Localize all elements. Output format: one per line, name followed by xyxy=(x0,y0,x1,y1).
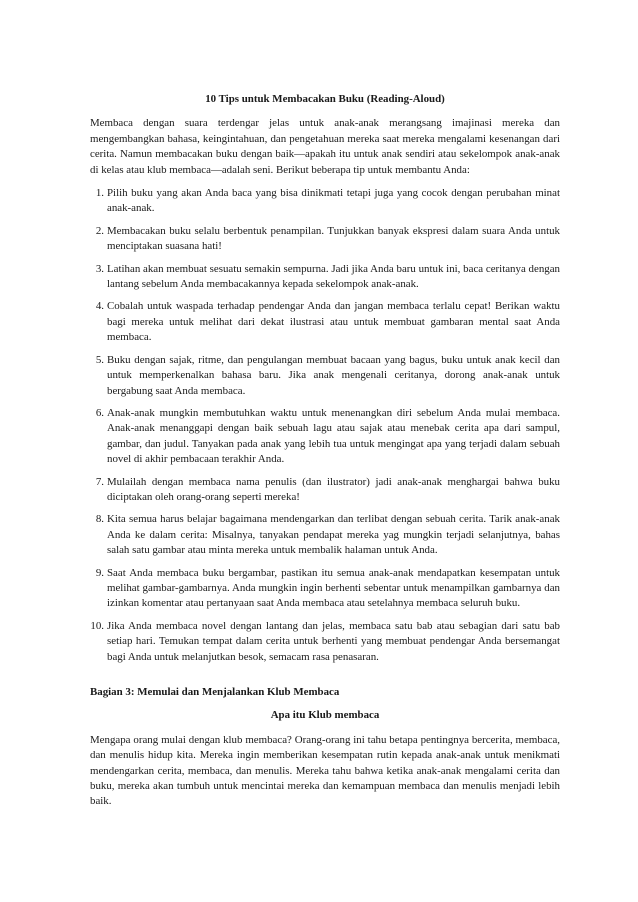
list-item-number: 7. xyxy=(95,475,104,488)
list-item-number: 2. xyxy=(95,224,104,237)
document-title: 10 Tips untuk Membacakan Buku (Reading-Aloud) xyxy=(205,93,445,105)
list-item-text: Saat Anda membaca buku bergambar, pastikan itu semua anak-anak mendapatkan kesempatan untuk melihat gambar-gambarnya. Anda mungkin ingin berhenti sebentar untuk menampilkan gambarnya dan izinkan komentar atau pertanyaan saat Anda membaca atau setelahnya membaca seluruh buku. xyxy=(107,566,560,610)
list-item xyxy=(90,619,560,665)
list-item xyxy=(90,406,560,468)
list-item-text: Buku dengan sajak, ritme, dan pengulangan membuat bacaan yang bagus, buku untuk anak kecil dan untuk memperkenalkan bahasa baru. Jika anak mengenali ceritanya, dorong anak-anak untuk bergabung saat Anda membaca. xyxy=(107,353,560,397)
section-heading: Bagian 3: Memulai dan Menjalankan Klub Membaca xyxy=(90,686,340,698)
list-item-text: Pilih buku yang akan Anda baca yang bisa dinikmati tetapi juga yang cocok dengan perubahan minat anak-anak. xyxy=(107,187,560,215)
list-item-number: 10. xyxy=(90,619,104,632)
list-item xyxy=(90,512,560,558)
list-item-number: 3. xyxy=(95,262,104,275)
list-item-number: 4. xyxy=(95,300,104,313)
list-item xyxy=(90,224,560,255)
list-item xyxy=(90,299,560,345)
list-item xyxy=(90,566,560,612)
list-item-text: Kita semua harus belajar bagaimana mendengarkan dan terlibat dengan sebuah cerita. Tarik anak-anak Anda ke dalam cerita: Misalnya, tanyakan pendapat mereka yag mungkin terjadi selanjutnya, bahas salah satu gambar atau minta mereka untuk membalik halaman untuk Anda. xyxy=(107,513,560,557)
section-paragraph: Mengapa orang mulai dengan klub membaca? Orang-orang ini tahu betapa pentingnya bercerita, membaca, dan menulis hidup kita. Mereka ingin memberikan kesempatan rutin kepada anak-anak untuk menikmati mendengarkan cerita, membaca, dan menulis. Mereka tahu bahwa ketika anak-anak mengalami cerita dan buku, mereka akan tumbuh untuk mencintai mereka dan kemampuan membaca dan menulis menjadi lebih baik. xyxy=(90,733,560,808)
list-item-text: Anak-anak mungkin membutuhkan waktu untuk menenangkan diri sebelum Anda mulai membaca. Anak-anak menanggapi dengan baik sebuah lagu atau sajak atau menebak cerita apa dari sampul, gambar, dan judul. Tanyakan pada anak yang lebih tua untuk mengingat apa yang terjadi dalam sebuah novel di akhir pembacaan terakhir Anda. xyxy=(107,406,560,466)
intro-paragraph: Membaca dengan suara terdengar jelas untuk anak-anak merangsang imajinasi mereka dan mengembangkan bahasa, keingintahuan, dan pengetahuan mereka saat mereka mengalami kesenangan dari cerita. Namun membacakan buku dengan baik—apakah itu untuk anak sendiri atau sekelompok anak-anak di kelas atau klub membaca—adalah seni. Berikut beberapa tip untuk membantu Anda: xyxy=(90,117,560,176)
list-item xyxy=(90,186,560,217)
list-item-number: 8. xyxy=(95,513,104,526)
list-item xyxy=(90,475,560,506)
list-item-text: Latihan akan membuat sesuatu semakin sempurna. Jadi jika Anda baru untuk ini, baca ceritanya dengan lantang sebelum Anda membacakannya kepada sekelompok anak-anak. xyxy=(107,262,560,291)
list-item-text: Mulailah dengan membaca nama penulis (dan ilustrator) jadi anak-anak menghargai bahwa buku diciptakan oleh orang-orang seperti mereka! xyxy=(107,475,560,503)
list-item-text: Membacakan buku selalu berbentuk penampilan. Tunjukkan banyak ekspresi dalam suara Anda untuk menciptakan suasana hati! xyxy=(107,224,560,253)
list-item-text: Cobalah untuk waspada terhadap pendengar Anda dan jangan membaca terlalu cepat! Berikan waktu bagi mereka untuk melihat dari dekat ilustrasi atau untuk membuat gambaran mental saat Anda membaca. xyxy=(107,300,560,344)
list-item-number: 9. xyxy=(95,566,104,579)
list-item-number: 1. xyxy=(95,187,104,200)
section-subtitle: Apa itu Klub membaca xyxy=(270,709,380,722)
list-item-text: Jika Anda membaca novel dengan lantang dan jelas, membaca satu bab atau sebagian dari satu bab setiap hari. Temukan tempat dalam cerita untuk berhenti yang membuat pendengar Anda bersemangat bagi Anda untuk melanjutkan besok, semacam rasa penasaran. xyxy=(107,619,560,663)
document-page xyxy=(90,92,560,818)
list-item-number: 5. xyxy=(95,353,104,366)
list-item-number: 6. xyxy=(95,406,104,419)
tips-list xyxy=(90,186,560,665)
list-item xyxy=(90,353,560,399)
list-item xyxy=(90,262,560,293)
